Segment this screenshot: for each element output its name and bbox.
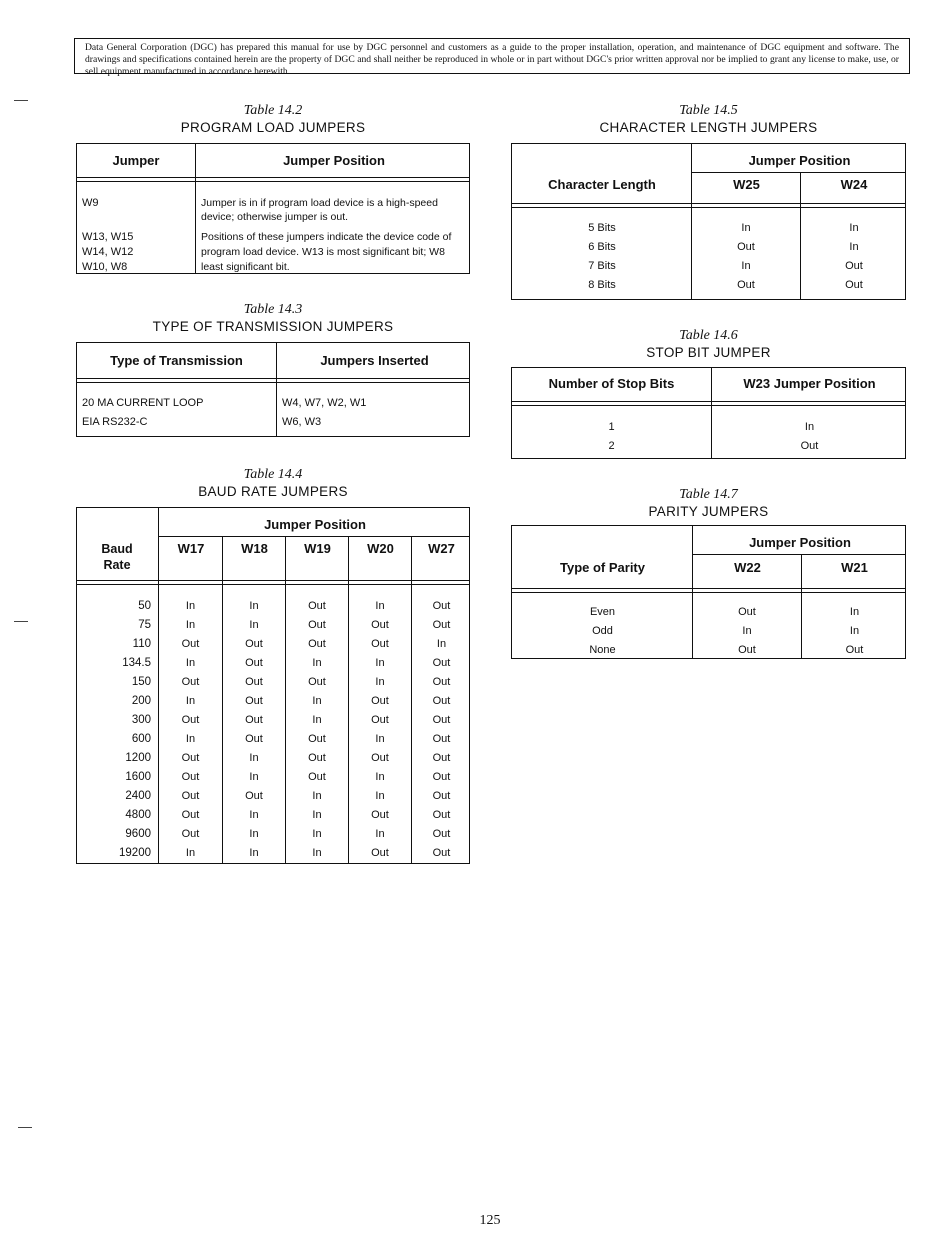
column-header-w24: W24 (840, 177, 868, 192)
table-cell: In (375, 733, 385, 745)
table-cell: In (375, 600, 385, 612)
table-cell: Out (432, 657, 451, 669)
table-cell: In (249, 752, 259, 764)
table-14-4-caption (76, 466, 470, 500)
table-14-5-caption (511, 102, 906, 136)
table-cell: Out (737, 241, 755, 253)
row-label-cell: 4800 (125, 809, 151, 821)
table-cell: Out (181, 714, 200, 726)
group-header-jumper-position: Jumper Position (749, 535, 851, 550)
table-cell: In (741, 260, 751, 272)
table-cell: Out (432, 752, 451, 764)
table-cell: Out (181, 752, 200, 764)
table-14-2-caption (76, 102, 470, 136)
row-header-baud-rate: Baud Rate (101, 542, 133, 572)
row-label-cell: Even (589, 606, 616, 618)
row-label-cell: 7 Bits (588, 260, 616, 272)
margin-mark (14, 621, 28, 622)
table-14-4 (76, 507, 470, 864)
table-cell: In (312, 714, 322, 726)
row-label-cell: Odd (592, 625, 613, 637)
cell-transmission: 20 MA CURRENT LOOP (82, 397, 204, 409)
table-title: TYPE OF TRANSMISSION JUMPERS (152, 319, 394, 334)
column-header-jumper: Jumper (112, 153, 160, 168)
table-number: Table 14.7 (679, 487, 738, 502)
row-label-cell: 2400 (125, 790, 151, 802)
table-title: PROGRAM LOAD JUMPERS (180, 120, 366, 135)
table-cell: Out (181, 790, 200, 802)
table-cell: Out (432, 809, 451, 821)
table-cell: Out (245, 695, 263, 707)
table-cell: Out (432, 695, 451, 707)
table-cell: In (312, 790, 322, 802)
table-cell: Out (245, 676, 263, 688)
table-cell: Out (308, 771, 326, 783)
cell-w23: In (804, 421, 815, 433)
table-cell: Out (245, 714, 263, 726)
proprietary-notice: Data General Corporation (DGC) has prepared this manual for use by DGC personnel and customers as a guide to the proper installation, operation, and maintenance of DGC equipment and software. The drawings and specifications contained herein are the property of DGC and shall neither be reproduced in whole or in part without DGC's prior written approval nor be implied to grant any license to make, use, or sell equipment manufactured in accordance herewith. (74, 38, 910, 74)
cell-position: Positions of these jumpers indicate the device code of program load device. W13 is most significant bit; W8 least significant bit. (201, 231, 452, 273)
table-cell: In (185, 619, 196, 631)
table-cell: In (375, 828, 385, 840)
cell-jumpers: W6, W3 (282, 416, 322, 428)
header-rule (512, 203, 905, 208)
row-header-type-of-parity: Type of Parity (559, 560, 645, 575)
table-number: Table 14.6 (679, 328, 738, 343)
column-header-w20: W20 (367, 541, 394, 556)
table-cell: In (249, 828, 259, 840)
row-label-cell: 8 Bits (588, 279, 616, 291)
table-14-5 (511, 143, 906, 300)
table-cell: Out (308, 638, 326, 650)
row-label-cell: 300 (131, 714, 151, 726)
table-cell: In (249, 600, 259, 612)
row-label-cell: 600 (131, 733, 151, 745)
table-cell: In (312, 695, 322, 707)
table-cell: Out (738, 606, 756, 618)
table-cell: In (185, 657, 196, 669)
table-14-2 (76, 143, 470, 274)
table-cell: Out (181, 638, 200, 650)
table-cell: In (312, 809, 322, 821)
row-label-cell: 1200 (125, 752, 151, 764)
row-label-cell: 9600 (125, 828, 151, 840)
table-cell: Out (432, 771, 451, 783)
cell-w23: Out (800, 440, 819, 452)
row-label-cell: None (589, 644, 616, 656)
table-cell: Out (845, 260, 863, 272)
table-cell: Out (308, 619, 326, 631)
table-cell: Out (245, 790, 263, 802)
table-cell: Out (737, 279, 755, 291)
group-header-rule (693, 554, 905, 555)
group-header-rule (159, 536, 469, 537)
table-cell: In (312, 828, 322, 840)
column-header-jumpers-inserted: Jumpers Inserted (320, 353, 429, 368)
row-label-cell: 19200 (119, 847, 151, 859)
table-cell: Out (738, 644, 756, 656)
table-cell: Out (308, 600, 326, 612)
table-cell: Out (245, 733, 263, 745)
table-cell: Out (432, 619, 451, 631)
table-cell: Out (245, 638, 263, 650)
table-cell: In (741, 222, 751, 234)
margin-mark (18, 1127, 32, 1128)
column-header-jumper-position: Jumper Position (283, 153, 385, 168)
table-cell: Out (432, 714, 451, 726)
table-cell: Out (371, 809, 389, 821)
table-cell: Out (845, 279, 863, 291)
cell-stop-bits: 2 (608, 440, 615, 452)
column-header-w27: W27 (428, 541, 455, 556)
row-label-cell: 75 (138, 619, 151, 631)
table-cell: In (249, 809, 259, 821)
row-label-cell: 134.5 (122, 657, 151, 669)
cell-transmission: EIA RS232-C (82, 416, 148, 428)
column-divider (692, 526, 693, 658)
table-number: Table 14.3 (243, 302, 303, 317)
table-cell: In (375, 771, 385, 783)
column-divider (195, 144, 196, 273)
cell-jumpers: W4, W7, W2, W1 (282, 397, 367, 409)
table-cell: Out (308, 733, 326, 745)
group-header-rule (692, 172, 905, 173)
table-cell: Out (181, 676, 200, 688)
table-title: PARITY JUMPERS (648, 504, 769, 519)
table-cell: Out (371, 847, 389, 859)
table-cell: Out (432, 600, 451, 612)
table-cell: Out (432, 847, 451, 859)
cell-jumper: W13, W15 W14, W12 W10, W8 (82, 231, 134, 273)
column-header-w22: W22 (734, 560, 761, 575)
table-cell: Out (371, 619, 389, 631)
page-number: 125 (479, 1213, 501, 1228)
row-label-cell: 5 Bits (588, 222, 616, 234)
table-cell: In (249, 771, 259, 783)
column-divider (276, 343, 277, 436)
table-cell: Out (308, 676, 326, 688)
table-cell: Out (371, 752, 389, 764)
table-cell: In (742, 625, 752, 637)
column-header-w23: W23 Jumper Position (743, 376, 876, 391)
table-cell: In (249, 847, 259, 859)
table-cell: In (185, 733, 196, 745)
header-rule (77, 177, 469, 182)
column-header-w21: W21 (841, 560, 868, 575)
row-label-cell: 50 (138, 600, 151, 612)
table-cell: Out (371, 714, 389, 726)
row-header-character-length: Character Length (548, 177, 656, 192)
table-cell: Out (432, 676, 451, 688)
group-header-jumper-position: Jumper Position (748, 153, 851, 168)
row-label-cell: 200 (131, 695, 151, 707)
table-cell: In (375, 790, 385, 802)
table-cell: Out (845, 644, 864, 656)
column-header-w25: W25 (733, 177, 760, 192)
table-cell: In (249, 619, 259, 631)
table-cell: In (849, 222, 859, 234)
row-label-cell: 150 (131, 676, 151, 688)
table-14-3 (76, 342, 470, 437)
table-14-6 (511, 367, 906, 459)
table-cell: Out (181, 771, 200, 783)
table-cell: In (849, 606, 860, 618)
table-number: Table 14.2 (243, 103, 303, 118)
table-cell: In (849, 625, 860, 637)
table-cell: In (185, 695, 196, 707)
table-cell: In (849, 241, 859, 253)
table-cell: Out (371, 638, 389, 650)
table-cell: In (185, 600, 196, 612)
cell-stop-bits: 1 (608, 421, 615, 433)
cell-jumper: W9 (82, 197, 99, 209)
table-cell: In (185, 847, 196, 859)
row-label-cell: 6 Bits (588, 241, 616, 253)
table-cell: Out (432, 733, 451, 745)
column-header-w17: W17 (177, 541, 205, 556)
table-number: Table 14.4 (243, 467, 303, 482)
table-cell: Out (181, 809, 200, 821)
table-title: CHARACTER LENGTH JUMPERS (599, 120, 818, 135)
table-cell: Out (181, 828, 200, 840)
column-header-type: Type of Transmission (110, 353, 243, 368)
margin-mark (14, 100, 28, 101)
table-cell: Out (245, 657, 263, 669)
table-cell: Out (432, 790, 451, 802)
table-cell: In (375, 657, 385, 669)
row-label-cell: 110 (132, 638, 151, 650)
table-cell: In (312, 847, 322, 859)
header-rule (512, 588, 905, 593)
table-cell: Out (371, 695, 389, 707)
header-rule (77, 378, 469, 383)
table-cell: In (436, 638, 447, 650)
row-label-cell: 1600 (125, 771, 151, 783)
table-14-6-caption (511, 327, 906, 361)
table-cell: Out (308, 752, 326, 764)
table-cell: Out (432, 828, 451, 840)
column-header-stop-bits: Number of Stop Bits (548, 376, 675, 391)
table-number: Table 14.5 (679, 103, 738, 118)
table-cell: In (312, 657, 322, 669)
table-title: BAUD RATE JUMPERS (198, 484, 348, 499)
column-header-w18: W18 (241, 541, 268, 556)
cell-position: Jumper is in if program load device is a high-speed device; otherwise jumper is out. (201, 197, 438, 223)
group-header-jumper-position: Jumper Position (264, 517, 366, 532)
table-cell: In (375, 676, 385, 688)
table-14-7 (511, 525, 906, 659)
column-header-w19: W19 (304, 541, 331, 556)
header-rule (512, 401, 905, 406)
table-14-3-caption (76, 301, 470, 335)
table-14-7-caption (511, 486, 906, 520)
table-title: STOP BIT JUMPER (646, 345, 771, 360)
